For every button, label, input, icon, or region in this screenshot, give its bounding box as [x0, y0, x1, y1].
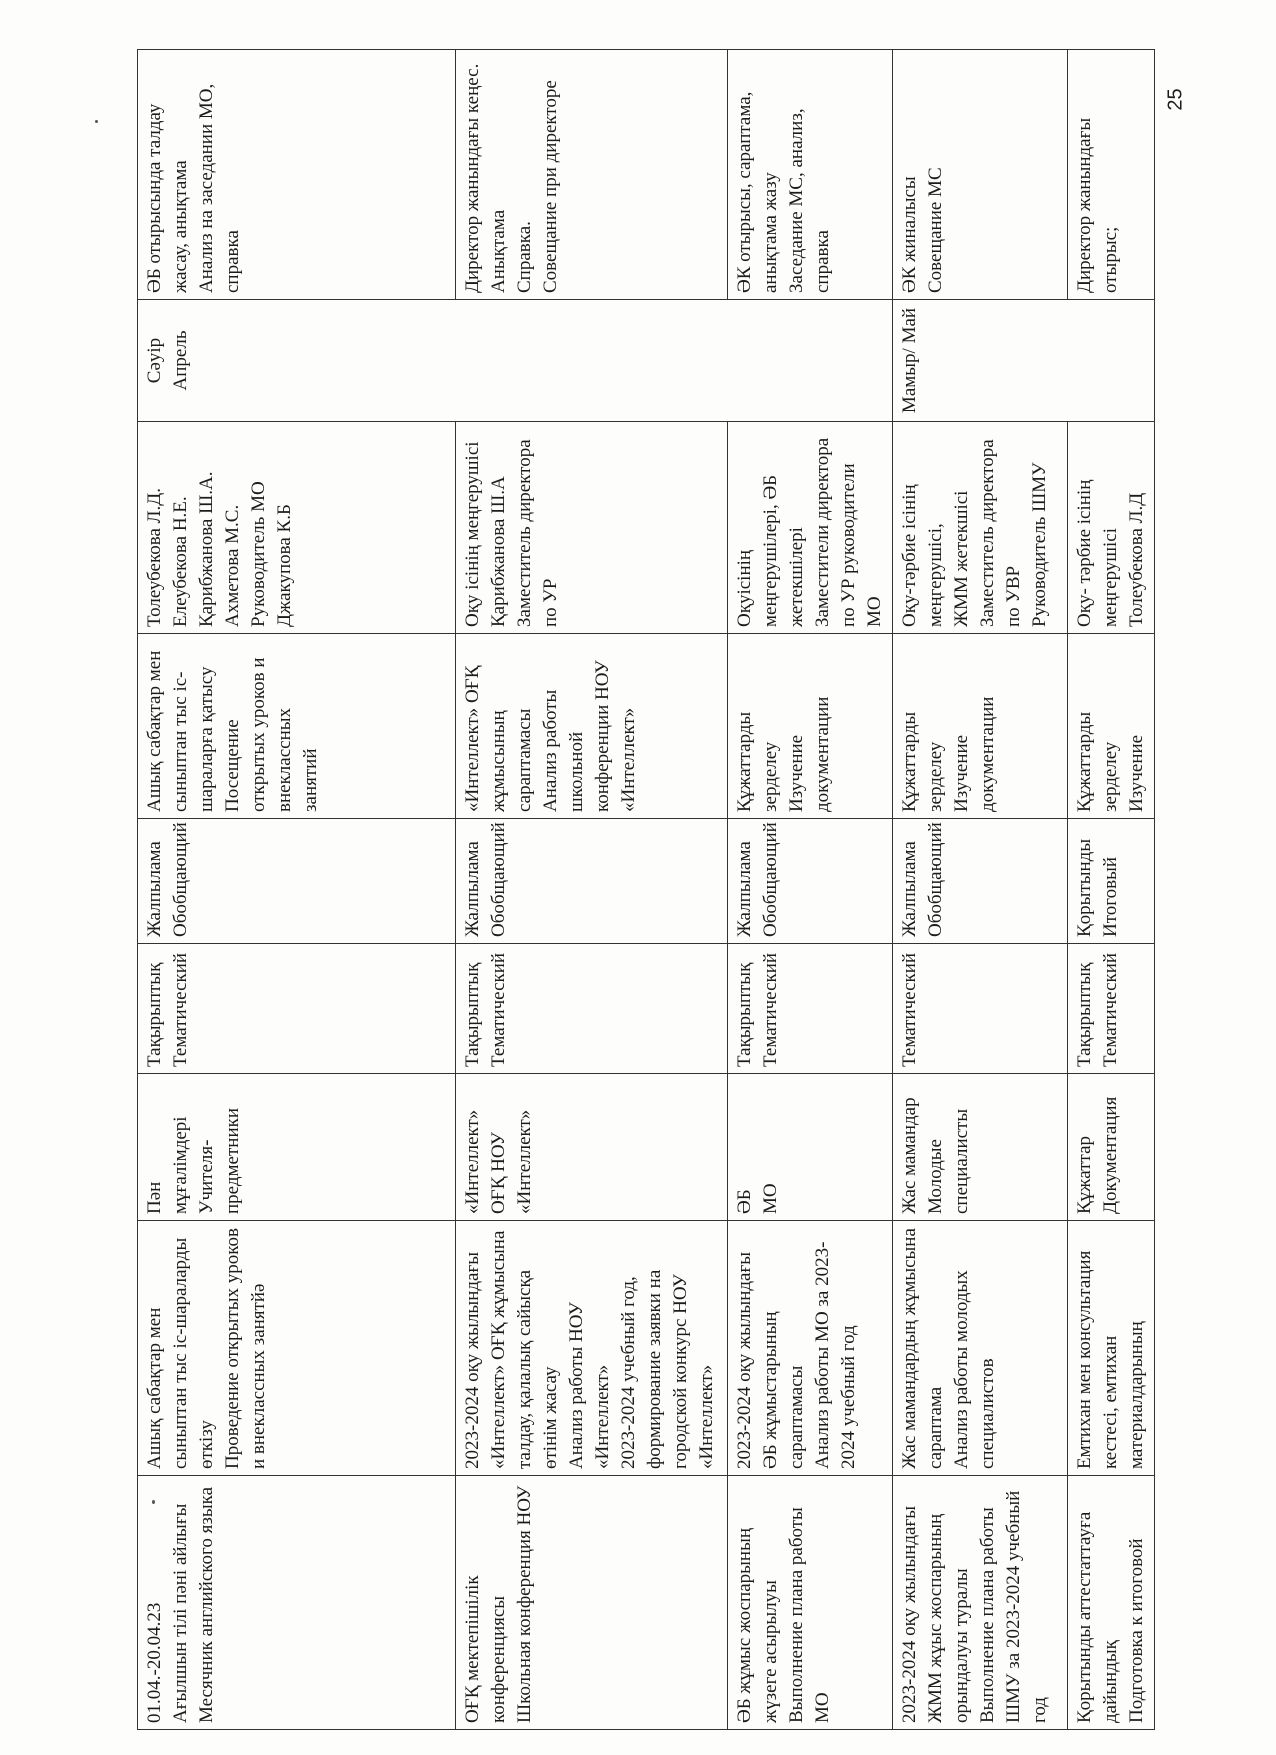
method-cell: Құжаттарды зерделеу Изучение документации: [893, 634, 1068, 819]
responsible-cell: Толеубекова Л.Д. Елеубекова Н.Е. Қарибжанова Ш.А. Ахметова М.С. Руководитель МО Джакупова К.Б: [138, 422, 456, 634]
object-cell: «Интеллект» ОҒҚ НОУ «Интеллект»: [456, 1074, 728, 1221]
result-cell: ӘК отырысы, сараптама, анықтама жазу Заседание МС, анализ, справка: [728, 50, 893, 300]
type-cell: Тақырыптық Тематический: [138, 944, 456, 1074]
type-cell: Тақырыптық Тематический: [728, 944, 893, 1074]
table-row: [138, 50, 456, 1730]
period-cell: Сәуір Апрель: [138, 300, 893, 422]
type-cell: Тақырыптық Тематический: [456, 944, 728, 1074]
rotated-table-sheet: [137, 50, 1147, 1730]
goal-cell: Емтихан мен консультация кестесі, емтихан материалдарының: [1068, 1221, 1155, 1476]
page-number: 25: [1164, 88, 1187, 111]
topic-cell: 01.04.-20.04.23 Ағылшын тілі пәні айлығы Месячник английского языка: [138, 1476, 456, 1730]
goal-cell: 2023-2024 оқу жылындағы ӘБ жұмыстарының сараптамасы Анализ работы МО за 2023-2024 учебный год: [728, 1221, 893, 1476]
form-cell: Жалпылама Обобщающий: [456, 819, 728, 944]
form-cell: Қорытынды Итоговый: [1068, 819, 1155, 944]
period-cell: Мамыр/ Май: [893, 300, 1155, 422]
form-cell: Жалпылама Обобщающий: [893, 819, 1068, 944]
method-cell: Құжаттарды зерделеу Изучение документации: [728, 634, 893, 819]
table-row: [893, 50, 1068, 1730]
result-cell: ӘК жиналысы Совещание МС: [893, 50, 1068, 300]
topic-cell: 2023-2024 оқу жылындағы ЖММ жұыс жоспарының орындалуы туралы Выполнение плана работы ШМУ за 2023-2024 учебный год: [893, 1476, 1068, 1730]
object-cell: ӘБ МО: [728, 1074, 893, 1221]
object-cell: Пән мұғалімдері Учителя-предметники: [138, 1074, 456, 1221]
object-cell: Құжаттар Документация: [1068, 1074, 1155, 1221]
responsible-cell: Оқу ісінің меңгерушісі Қарибжанова Ш.А Заместитель директора по УР: [456, 422, 728, 634]
topic-cell: ОҒҚ мектепішілік конференциясы Школьная конференция НОУ: [456, 1476, 728, 1730]
result-cell: Директор жанындағы кеңес. Анықтама Справка. Совещание при директоре: [456, 50, 728, 300]
scan-speck: [152, 1500, 155, 1504]
type-cell: Тақырыптық Тематический: [1068, 944, 1155, 1074]
method-cell: Құжаттарды зерделеу Изучение: [1068, 634, 1155, 819]
object-cell: Жас мамандар Молодые специалисты: [893, 1074, 1068, 1221]
result-cell: ӘБ отырысында талдау жасау, анықтама Анализ на заседании МО, справка: [138, 50, 456, 300]
topic-cell: ӘБ жұмыс жоспарының жүзеге асырылуы Выполнение плана работы МО: [728, 1476, 893, 1730]
control-plan-table: [137, 49, 1155, 1730]
form-cell: Жалпылама Обобщающий: [138, 819, 456, 944]
method-cell: «Интеллект» ОҒҚ жұмысының сараптамасы Анализ работы школьной конференции НОУ «Интеллект»: [456, 634, 728, 819]
method-cell: Ашық сабақтар мен сыныптан тыс іс-шараларға қатысу Посещение открытых уроков и внеклассных занятий: [138, 634, 456, 819]
goal-cell: Ашық сабақтар мен сыныптан тыс іс-шараларды өткізу Проведение открытых уроков и внеклассных занятйә: [138, 1221, 456, 1476]
responsible-cell: Оқуісінің меңгерушілері, ӘБ жетекшілері Заместители директора по УР руководители МО: [728, 422, 893, 634]
result-cell: Директор жанындағы отырыс;: [1068, 50, 1155, 300]
goal-cell: 2023-2024 оқу жылындағы «Интеллект» ОҒҚ жұмысына талдау, қалалық сайысқа өтінім жасау Анализ работы НОУ «Интеллект» 2023-2024 учебный год, формирование заявки на городской конкурс НОУ «Интеллект»: [456, 1221, 728, 1476]
topic-cell: Қорытынды аттестаттауға дайындық Подготовка к итоговой: [1068, 1476, 1155, 1730]
type-cell: Тематический: [893, 944, 1068, 1074]
form-cell: Жалпылама Обобщающий: [728, 819, 893, 944]
goal-cell: Жас мамандардың жұмысына сараптама Анализ работы молодых специалистов: [893, 1221, 1068, 1476]
responsible-cell: Оқу- тәрбие ісінің меңгерушісі Толеубекова Л.Д: [1068, 422, 1155, 634]
responsible-cell: Оқу-тәрбие ісінің меңгерушісі, ЖММ жетекшісі Заместитель директора по УВР Руководитель ШМУ: [893, 422, 1068, 634]
scan-speck: [95, 120, 98, 123]
